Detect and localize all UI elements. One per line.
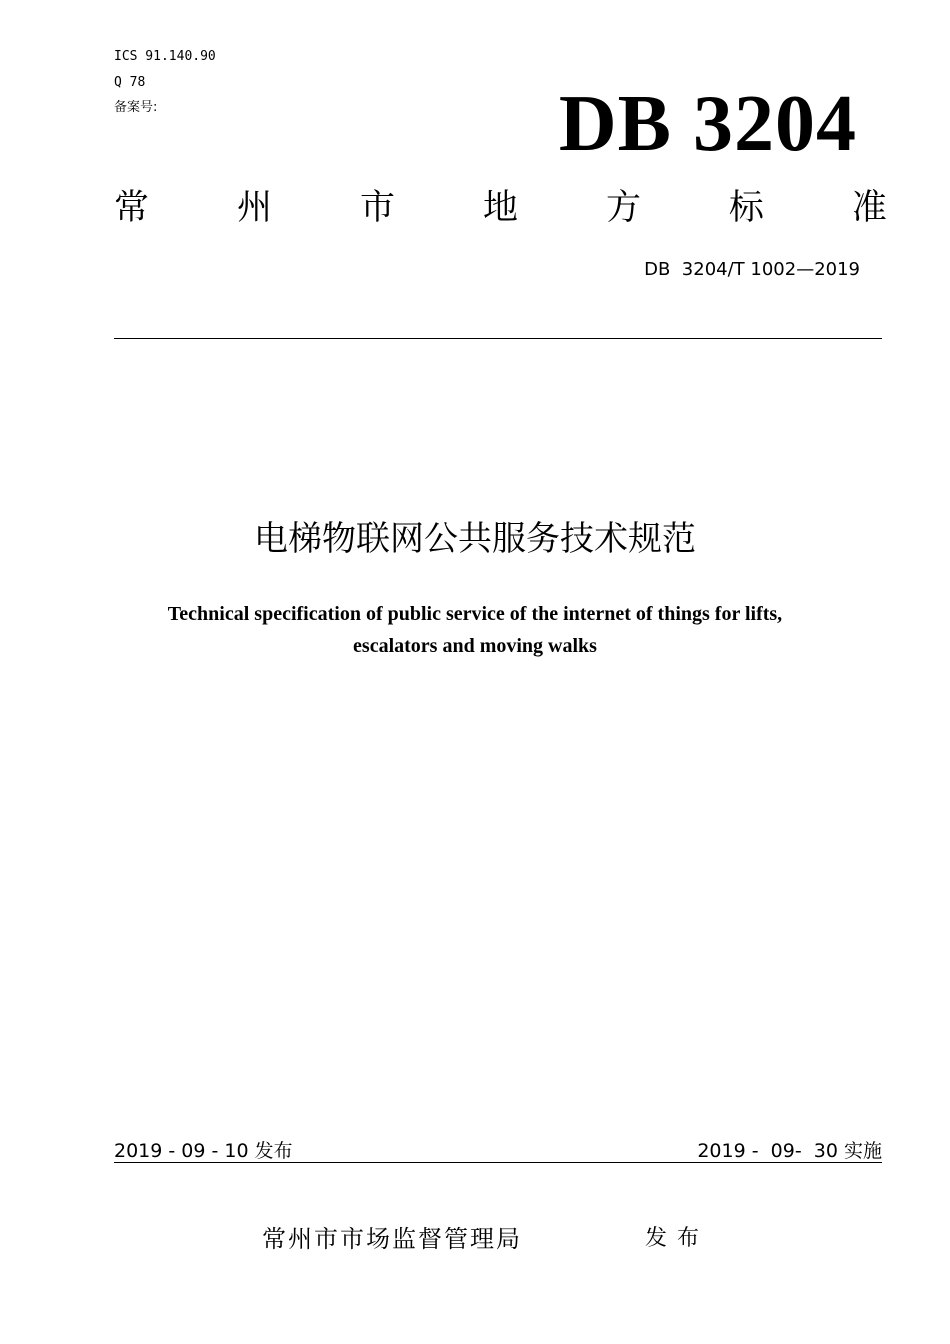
standard-type-char: 市 (359, 188, 395, 228)
standard-code: DB 3204 (558, 80, 857, 168)
standard-type (114, 186, 887, 230)
title-chinese: 电梯物联网公共服务技术规范 (254, 519, 696, 559)
standard-type-char: 常 (114, 188, 150, 228)
standard-type-char: 标 (728, 188, 764, 228)
ccs-code: Q 78 (114, 75, 146, 90)
standard-type-char: 准 (851, 188, 887, 228)
issue-word: 发布 (645, 1226, 710, 1251)
implementation-date: 2019 - 09- 30 实施 (697, 1140, 882, 1162)
issue-date: 2019 - 09 - 10 发布 (114, 1140, 293, 1162)
footer-divider (114, 1162, 882, 1163)
standard-type-char: 方 (605, 188, 641, 228)
title-english-line-1: Technical specification of public service of the internet of things for lifts, (167, 603, 783, 625)
title-english-line-2: escalators and moving walks (353, 635, 597, 657)
filing-number-label: 备案号: (114, 100, 158, 115)
standard-type-char: 地 (482, 188, 518, 228)
standard-type-char: 州 (236, 188, 272, 228)
standard-number: DB 3204/T 1002—2019 (644, 259, 860, 280)
ics-code: ICS 91.140.90 (114, 49, 216, 64)
header-divider (114, 338, 882, 339)
title-english (115, 598, 835, 662)
issuing-authority: 常州市市场监督管理局 (262, 1225, 522, 1253)
